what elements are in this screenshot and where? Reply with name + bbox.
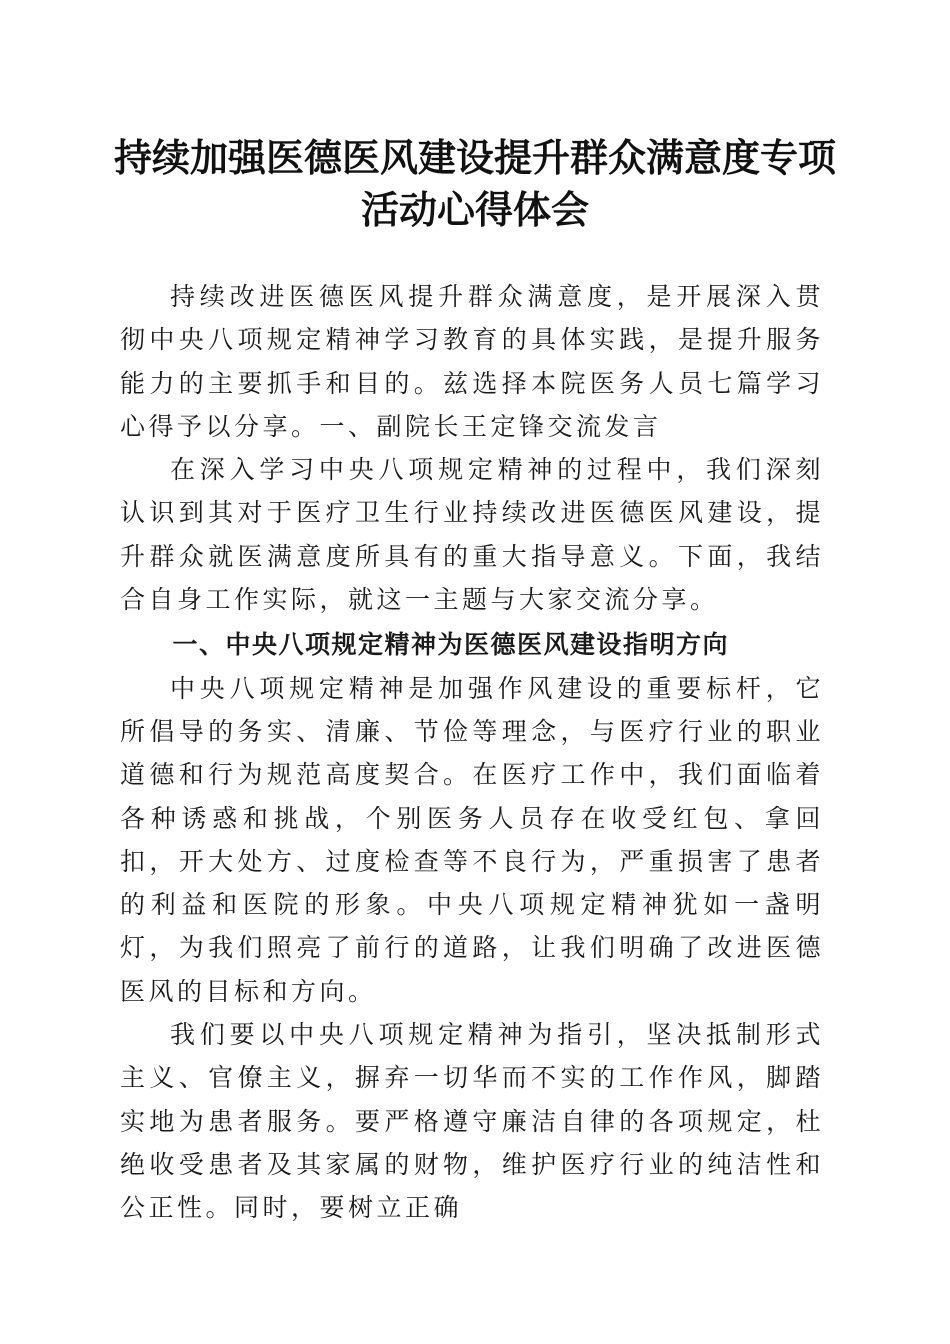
- document-title: 持续加强医德医风建设提升群众满意度专项活动心得体会: [113, 135, 836, 232]
- section-paragraph: 中央八项规定精神是加强作风建设的重要标杆，它所倡导的务实、清廉、节俭等理念，与医疗行业的职业道德和行为规范高度契合。在医疗工作中，我们面临着各种诱惑和挑战，个别医务人员存在收受红包、拿回扣，开大处方、过度检查等不良行为，严重损害了患者的利益和医院的形象。中央八项规定精神犹如一盏明灯，为我们照亮了前行的道路，让我们明确了改进医德医风的目标和方向。: [120, 673, 824, 1006]
- section-heading: 一、中央八项规定精神为医德医风建设指明方向: [172, 630, 730, 660]
- section-paragraph: 我们要以中央八项规定精神为指引，坚决抵制形式主义、官僚主义，摒弃一切华而不实的工作作风，脚踏实地为患者服务。要严格遵守廉洁自律的各项规定，杜绝收受患者及其家属的财物，维护医疗行业的纯洁性和公正性。同时，要树立正确: [120, 1020, 824, 1223]
- document-body: [120, 275, 824, 1230]
- opening-paragraph: 在深入学习中央八项规定精神的过程中，我们深刻认识到其对于医疗卫生行业持续改进医德医风建设，提升群众就医满意度所具有的重大指导意义。下面，我结合自身工作实际，就这一主题与大家交流分享。: [120, 455, 824, 615]
- intro-paragraph: 持续改进医德医风提升群众满意度，是开展深入贯彻中央八项规定精神学习教育的具体实践，是提升服务能力的主要抓手和目的。兹选择本院医务人员七篇学习心得予以分享。一、副院长王定锋交流发言: [120, 282, 824, 441]
